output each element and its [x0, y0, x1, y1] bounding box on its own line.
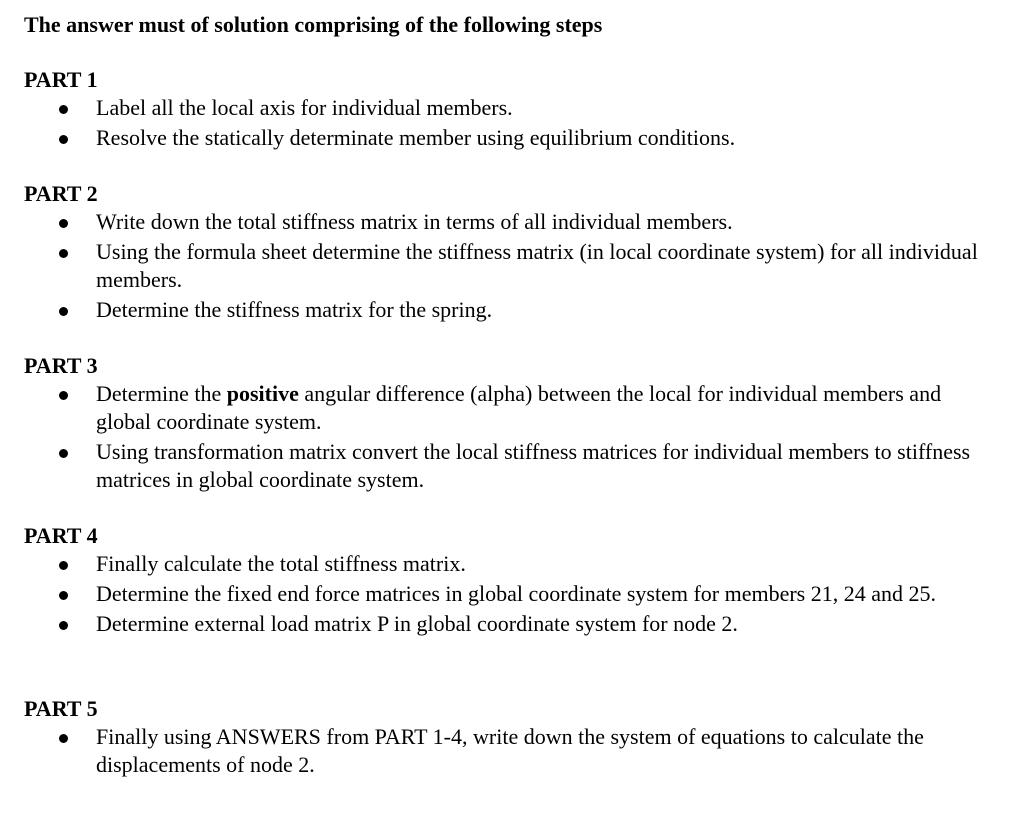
list-item	[24, 550, 991, 578]
part-1-section	[24, 66, 991, 154]
bullet-icon	[59, 307, 68, 316]
list-item	[24, 296, 991, 324]
bullet-icon	[59, 219, 68, 228]
step-text: Using transformation matrix convert the local stiffness matrices for individual members to stiffness matrices in global coordinate system.	[96, 439, 971, 492]
part-5-section	[24, 695, 991, 781]
list-item	[24, 238, 991, 294]
list-item	[24, 610, 991, 638]
list-item	[24, 208, 991, 236]
bullet-icon	[59, 449, 68, 458]
part-heading: PART 1	[24, 67, 98, 92]
step-text: Resolve the statically determinate member using equilibrium conditions.	[96, 125, 736, 150]
bullet-icon	[59, 561, 68, 570]
step-text: Using the formula sheet determine the stiffness matrix (in local coordinate system) for all individual members.	[96, 239, 978, 292]
part-3-section	[24, 352, 991, 496]
document-title: The answer must of solution comprising of the following steps	[24, 12, 603, 37]
bullet-icon	[59, 621, 68, 630]
step-text: Determine the stiffness matrix for the spring.	[96, 297, 493, 322]
step-text-emphasis: positive	[226, 381, 299, 406]
step-list	[24, 550, 991, 638]
part-heading: PART 5	[24, 696, 98, 721]
part-2-section	[24, 180, 991, 326]
bullet-icon	[59, 591, 68, 600]
step-text: Finally using ANSWERS from PART 1-4, write down the system of equations to calculate the displacements of node 2.	[96, 724, 924, 777]
list-item	[24, 438, 991, 494]
list-item	[24, 380, 991, 436]
part-heading: PART 3	[24, 353, 98, 378]
bullet-icon	[59, 734, 68, 743]
step-text: Label all the local axis for individual members.	[96, 95, 513, 120]
step-list	[24, 380, 991, 494]
step-list	[24, 208, 991, 324]
step-text: Write down the total stiffness matrix in terms of all individual members.	[96, 209, 733, 234]
list-item	[24, 723, 991, 779]
step-text: Determine external load matrix P in global coordinate system for node 2.	[96, 611, 738, 636]
list-item	[24, 580, 991, 608]
part-heading: PART 4	[24, 523, 98, 548]
step-text-prefix: Determine the	[96, 381, 227, 406]
step-list	[24, 723, 991, 779]
part-4-section	[24, 522, 991, 640]
bullet-icon	[59, 105, 68, 114]
step-list	[24, 94, 991, 152]
step-text: Determine the fixed end force matrices in global coordinate system for members 21, 24 and 25.	[96, 581, 937, 606]
list-item	[24, 94, 991, 122]
step-text-suffix: angular difference (alpha) between the local for individual members and global coordinate system.	[96, 381, 942, 434]
list-item	[24, 124, 991, 152]
bullet-icon	[59, 249, 68, 258]
bullet-icon	[59, 135, 68, 144]
bullet-icon	[59, 391, 68, 400]
part-heading: PART 2	[24, 181, 98, 206]
step-text: Finally calculate the total stiffness matrix.	[96, 551, 466, 576]
